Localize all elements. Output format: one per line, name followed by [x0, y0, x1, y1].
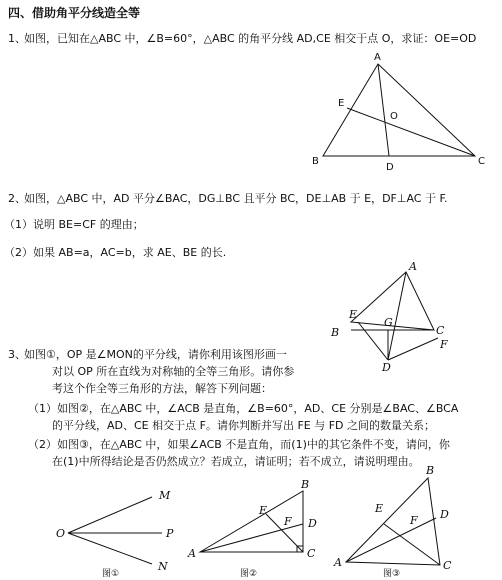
fig3c-label-B: B — [426, 464, 435, 477]
problem-3-line-2: 对以 OP 所在直线为对称轴的全等三角形。请你参 — [52, 365, 295, 378]
figure-3a — [68, 497, 162, 564]
problem-2-part-2: （2）如果 AB=a，AC=b，求 AE、BE 的长. — [4, 246, 227, 259]
fig1-label-C: C — [478, 156, 485, 167]
fig3c-label-A: A — [334, 556, 342, 569]
figure-2 — [351, 272, 438, 360]
fig3b-label-A: A — [188, 547, 196, 560]
problem-2-number: 2、 — [8, 192, 26, 205]
fig3c-caption: 图③ — [383, 569, 401, 579]
fig1-label-O: O — [390, 111, 398, 122]
fig3b-label-E: E — [259, 504, 268, 517]
problem-1-text: 如图，已知在△ABC 中，∠B=60°，△ABC 的角平分线 AD,CE 相交于点 O，求证：OE=OD — [24, 32, 477, 45]
fig3a-label-M: M — [159, 489, 171, 502]
fig2-label-F: F — [440, 338, 448, 351]
fig1-label-E: E — [338, 98, 345, 109]
fig3c-label-F: F — [410, 514, 418, 527]
fig3b-label-F: F — [284, 515, 292, 528]
fig2-label-A: A — [409, 260, 417, 273]
fig1-label-B: B — [312, 156, 319, 167]
problem-3-line-4: （1）如图②，在△ABC 中，∠ACB 是直角，∠B=60°，AD、CE 分别是∠BAC、∠BCA — [28, 402, 459, 415]
fig3b-label-B: B — [301, 478, 310, 491]
fig3b-caption: 图② — [240, 569, 258, 579]
fig2-label-G: G — [384, 316, 393, 329]
fig3b-label-D: D — [308, 517, 317, 530]
problem-3-line-6: （2）如图③，在△ABC 中，如果∠ACB 不是直角，而(1)中的其它条件不变，请问，你 — [28, 438, 450, 451]
fig1-label-D: D — [386, 162, 394, 173]
fig2-label-B: B — [331, 326, 340, 339]
problem-3-line-7: 在(1)中所得结论是否仍然成立？若成立，请证明；若不成立，请说明理由。 — [52, 455, 420, 468]
fig1-label-A: A — [374, 52, 381, 63]
fig3a-caption: 图① — [102, 569, 120, 579]
fig2-label-D: D — [382, 361, 391, 374]
problem-3-line-3: 考这个作全等三角形的方法，解答下列问题： — [52, 382, 272, 395]
fig3a-label-O: O — [56, 527, 66, 540]
fig2-label-C: C — [436, 324, 445, 337]
problem-3-line-5: 的平分线，AD、CE 相交于点 F。请你判断并写出 FE 与 FD 之间的数量关系； — [52, 419, 436, 432]
problem-2-text: 如图，△ABC 中，AD 平分∠BAC，DG⊥BC 且平分 BC，DE⊥AB 于 E，DF⊥AC 于 F. — [24, 192, 448, 205]
section-title: 四、借助角平分线造全等 — [8, 6, 141, 20]
problem-3-line-1: 如图①，OP 是∠MON的平分线，请你利用该图形画一 — [24, 348, 287, 361]
fig2-label-E: E — [349, 308, 358, 321]
problem-1-number: 1、 — [8, 32, 26, 45]
problem-3-number: 3、 — [8, 348, 26, 361]
fig3b-label-C: C — [307, 547, 316, 560]
problem-2-part-1: （1）说明 BE=CF 的理由； — [4, 218, 144, 231]
fig3c-label-E: E — [375, 502, 384, 515]
fig3c-label-D: D — [440, 508, 449, 521]
fig3c-label-C: C — [443, 559, 452, 572]
fig3a-label-P: P — [166, 527, 174, 540]
figure-1 — [323, 64, 475, 156]
figure-3c — [346, 478, 440, 565]
fig3a-label-N: N — [158, 560, 168, 573]
